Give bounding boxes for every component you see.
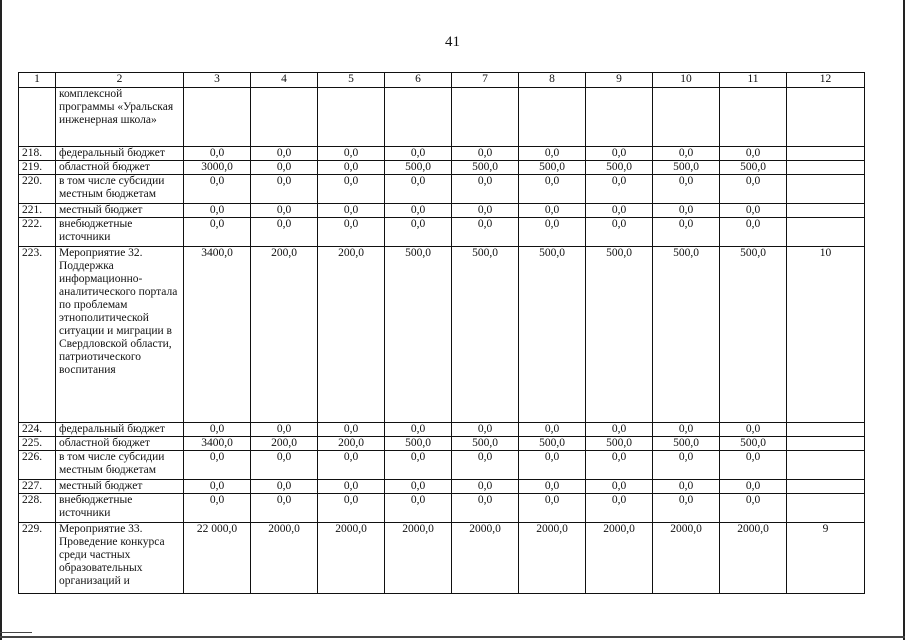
value-cell: 0,0 bbox=[184, 175, 251, 204]
value-cell bbox=[318, 88, 385, 147]
target-indicator-cell bbox=[787, 480, 865, 494]
table-row bbox=[19, 175, 865, 204]
value-cell: 2000,0 bbox=[653, 523, 720, 594]
value-cell: 200,0 bbox=[251, 437, 318, 451]
value-cell: 0,0 bbox=[318, 494, 385, 523]
value-cell: 0,0 bbox=[184, 147, 251, 161]
value-cell: 0,0 bbox=[519, 494, 586, 523]
value-cell: 0,0 bbox=[251, 175, 318, 204]
value-cell: 0,0 bbox=[720, 451, 787, 480]
value-cell: 0,0 bbox=[452, 147, 519, 161]
value-cell: 0,0 bbox=[519, 147, 586, 161]
value-cell: 0,0 bbox=[586, 218, 653, 247]
value-cell: 0,0 bbox=[251, 147, 318, 161]
value-cell: 0,0 bbox=[385, 218, 452, 247]
row-number: 223. bbox=[19, 247, 56, 423]
target-indicator-cell bbox=[787, 218, 865, 247]
value-cell: 0,0 bbox=[318, 147, 385, 161]
value-cell: 0,0 bbox=[452, 494, 519, 523]
value-cell: 0,0 bbox=[720, 494, 787, 523]
value-cell: 0,0 bbox=[452, 423, 519, 437]
value-cell: 500,0 bbox=[519, 161, 586, 175]
value-cell: 0,0 bbox=[318, 423, 385, 437]
value-cell: 2000,0 bbox=[519, 523, 586, 594]
target-indicator-cell bbox=[787, 88, 865, 147]
value-cell: 0,0 bbox=[653, 204, 720, 218]
value-cell bbox=[586, 88, 653, 147]
row-name: внебюджетные источники bbox=[56, 218, 184, 247]
value-cell bbox=[385, 88, 452, 147]
column-header: 1 bbox=[19, 73, 56, 88]
value-cell: 0,0 bbox=[318, 204, 385, 218]
value-cell: 0,0 bbox=[720, 480, 787, 494]
value-cell bbox=[653, 88, 720, 147]
value-cell: 500,0 bbox=[519, 247, 586, 423]
value-cell: 0,0 bbox=[653, 494, 720, 523]
value-cell: 500,0 bbox=[653, 161, 720, 175]
value-cell: 200,0 bbox=[251, 247, 318, 423]
table-row bbox=[19, 247, 865, 423]
target-indicator-cell bbox=[787, 494, 865, 523]
value-cell: 0,0 bbox=[653, 147, 720, 161]
page-number: 41 bbox=[445, 34, 460, 50]
row-name: областной бюджет bbox=[56, 161, 184, 175]
value-cell: 2000,0 bbox=[452, 523, 519, 594]
value-cell: 0,0 bbox=[385, 451, 452, 480]
value-cell: 0,0 bbox=[184, 451, 251, 480]
value-cell: 0,0 bbox=[318, 175, 385, 204]
value-cell: 2000,0 bbox=[586, 523, 653, 594]
value-cell: 0,0 bbox=[452, 218, 519, 247]
row-name: федеральный бюджет bbox=[56, 147, 184, 161]
value-cell: 0,0 bbox=[318, 451, 385, 480]
value-cell: 500,0 bbox=[720, 437, 787, 451]
column-header: 4 bbox=[251, 73, 318, 88]
value-cell: 0,0 bbox=[519, 204, 586, 218]
value-cell: 0,0 bbox=[452, 451, 519, 480]
table-row bbox=[19, 523, 865, 594]
value-cell: 500,0 bbox=[385, 247, 452, 423]
row-name: внебюджетные источники bbox=[56, 494, 184, 523]
value-cell: 0,0 bbox=[519, 451, 586, 480]
row-name: областной бюджет bbox=[56, 437, 184, 451]
target-indicator-cell: 9 bbox=[787, 523, 865, 594]
target-indicator-cell bbox=[787, 175, 865, 204]
value-cell bbox=[184, 88, 251, 147]
table-row bbox=[19, 204, 865, 218]
column-header: 5 bbox=[318, 73, 385, 88]
row-name: местный бюджет bbox=[56, 480, 184, 494]
value-cell: 0,0 bbox=[251, 451, 318, 480]
value-cell: 0,0 bbox=[452, 204, 519, 218]
row-name: федеральный бюджет bbox=[56, 423, 184, 437]
value-cell: 0,0 bbox=[720, 204, 787, 218]
value-cell: 500,0 bbox=[385, 161, 452, 175]
value-cell: 0,0 bbox=[586, 175, 653, 204]
value-cell: 500,0 bbox=[452, 247, 519, 423]
row-number: 229. bbox=[19, 523, 56, 594]
value-cell bbox=[519, 88, 586, 147]
value-cell: 0,0 bbox=[184, 204, 251, 218]
value-cell: 0,0 bbox=[385, 147, 452, 161]
value-cell: 2000,0 bbox=[385, 523, 452, 594]
value-cell: 0,0 bbox=[653, 480, 720, 494]
table-row bbox=[19, 161, 865, 175]
value-cell: 0,0 bbox=[184, 480, 251, 494]
target-indicator-cell bbox=[787, 147, 865, 161]
value-cell: 0,0 bbox=[720, 423, 787, 437]
value-cell: 0,0 bbox=[586, 423, 653, 437]
value-cell: 2000,0 bbox=[720, 523, 787, 594]
value-cell: 0,0 bbox=[653, 451, 720, 480]
value-cell: 3400,0 bbox=[184, 247, 251, 423]
value-cell: 0,0 bbox=[385, 480, 452, 494]
value-cell: 2000,0 bbox=[318, 523, 385, 594]
value-cell: 500,0 bbox=[653, 437, 720, 451]
column-header: 6 bbox=[385, 73, 452, 88]
row-number: 218. bbox=[19, 147, 56, 161]
value-cell: 0,0 bbox=[720, 147, 787, 161]
row-number: 225. bbox=[19, 437, 56, 451]
value-cell: 0,0 bbox=[184, 423, 251, 437]
budget-table bbox=[18, 72, 865, 594]
target-indicator-cell bbox=[787, 423, 865, 437]
row-name: в том числе субсидии местным бюджетам bbox=[56, 175, 184, 204]
table-row bbox=[19, 494, 865, 523]
column-header: 7 bbox=[452, 73, 519, 88]
value-cell: 0,0 bbox=[385, 204, 452, 218]
value-cell: 0,0 bbox=[586, 494, 653, 523]
value-cell: 0,0 bbox=[251, 480, 318, 494]
value-cell: 0,0 bbox=[586, 480, 653, 494]
value-cell: 2000,0 bbox=[251, 523, 318, 594]
table-row bbox=[19, 451, 865, 480]
value-cell: 0,0 bbox=[184, 218, 251, 247]
table-header-row bbox=[19, 73, 865, 88]
column-header: 10 bbox=[653, 73, 720, 88]
row-number: 222. bbox=[19, 218, 56, 247]
row-name: комплексной программы «Уральская инженерная школа» bbox=[56, 88, 184, 147]
row-name: в том числе субсидии местным бюджетам bbox=[56, 451, 184, 480]
value-cell: 0,0 bbox=[385, 175, 452, 204]
value-cell: 0,0 bbox=[385, 494, 452, 523]
value-cell: 500,0 bbox=[385, 437, 452, 451]
value-cell: 0,0 bbox=[586, 451, 653, 480]
value-cell: 500,0 bbox=[586, 161, 653, 175]
value-cell: 500,0 bbox=[452, 161, 519, 175]
value-cell: 500,0 bbox=[586, 437, 653, 451]
value-cell: 500,0 bbox=[586, 247, 653, 423]
value-cell: 3400,0 bbox=[184, 437, 251, 451]
target-indicator-cell bbox=[787, 437, 865, 451]
target-indicator-cell bbox=[787, 161, 865, 175]
value-cell bbox=[452, 88, 519, 147]
value-cell: 0,0 bbox=[720, 175, 787, 204]
value-cell: 500,0 bbox=[653, 247, 720, 423]
row-number: 219. bbox=[19, 161, 56, 175]
page-frame-tick bbox=[0, 632, 32, 633]
column-header: 11 bbox=[720, 73, 787, 88]
table-row bbox=[19, 423, 865, 437]
target-indicator-cell: 10 bbox=[787, 247, 865, 423]
value-cell: 500,0 bbox=[519, 437, 586, 451]
value-cell: 0,0 bbox=[653, 175, 720, 204]
value-cell: 200,0 bbox=[318, 247, 385, 423]
value-cell: 0,0 bbox=[519, 218, 586, 247]
value-cell: 0,0 bbox=[318, 480, 385, 494]
value-cell bbox=[251, 88, 318, 147]
column-header: 9 bbox=[586, 73, 653, 88]
value-cell: 0,0 bbox=[318, 161, 385, 175]
row-name: Мероприятие 32. Поддержка информационно-аналитического портала по проблемам этнополитической ситуации и миграции в Свердловской области, патриотического воспитания bbox=[56, 247, 184, 423]
table-row bbox=[19, 88, 865, 147]
value-cell: 0,0 bbox=[251, 204, 318, 218]
value-cell: 0,0 bbox=[586, 204, 653, 218]
table-row bbox=[19, 480, 865, 494]
value-cell: 0,0 bbox=[519, 175, 586, 204]
value-cell: 3000,0 bbox=[184, 161, 251, 175]
column-header: 3 bbox=[184, 73, 251, 88]
page-frame-left bbox=[0, 0, 2, 640]
value-cell: 22 000,0 bbox=[184, 523, 251, 594]
table-row bbox=[19, 437, 865, 451]
value-cell: 0,0 bbox=[653, 423, 720, 437]
value-cell: 0,0 bbox=[251, 218, 318, 247]
target-indicator-cell bbox=[787, 204, 865, 218]
value-cell: 0,0 bbox=[385, 423, 452, 437]
value-cell bbox=[720, 88, 787, 147]
row-number: 224. bbox=[19, 423, 56, 437]
value-cell: 200,0 bbox=[318, 437, 385, 451]
table-row bbox=[19, 218, 865, 247]
row-number bbox=[19, 88, 56, 147]
value-cell: 0,0 bbox=[720, 218, 787, 247]
value-cell: 500,0 bbox=[720, 161, 787, 175]
value-cell: 0,0 bbox=[653, 218, 720, 247]
target-indicator-cell bbox=[787, 451, 865, 480]
value-cell: 0,0 bbox=[184, 494, 251, 523]
table-row bbox=[19, 147, 865, 161]
page-frame-bottom bbox=[0, 636, 905, 638]
row-number: 221. bbox=[19, 204, 56, 218]
row-name: Мероприятие 33. Проведение конкурса среди частных образовательных организаций и bbox=[56, 523, 184, 594]
value-cell: 0,0 bbox=[519, 423, 586, 437]
value-cell: 0,0 bbox=[452, 480, 519, 494]
column-header: 2 bbox=[56, 73, 184, 88]
value-cell: 0,0 bbox=[318, 218, 385, 247]
row-number: 226. bbox=[19, 451, 56, 480]
value-cell: 0,0 bbox=[452, 175, 519, 204]
row-number: 220. bbox=[19, 175, 56, 204]
row-number: 227. bbox=[19, 480, 56, 494]
value-cell: 0,0 bbox=[586, 147, 653, 161]
value-cell: 500,0 bbox=[452, 437, 519, 451]
value-cell: 0,0 bbox=[519, 480, 586, 494]
value-cell: 0,0 bbox=[251, 161, 318, 175]
row-number: 228. bbox=[19, 494, 56, 523]
row-name: местный бюджет bbox=[56, 204, 184, 218]
column-header: 12 bbox=[787, 73, 865, 88]
value-cell: 500,0 bbox=[720, 247, 787, 423]
value-cell: 0,0 bbox=[251, 494, 318, 523]
value-cell: 0,0 bbox=[251, 423, 318, 437]
column-header: 8 bbox=[519, 73, 586, 88]
